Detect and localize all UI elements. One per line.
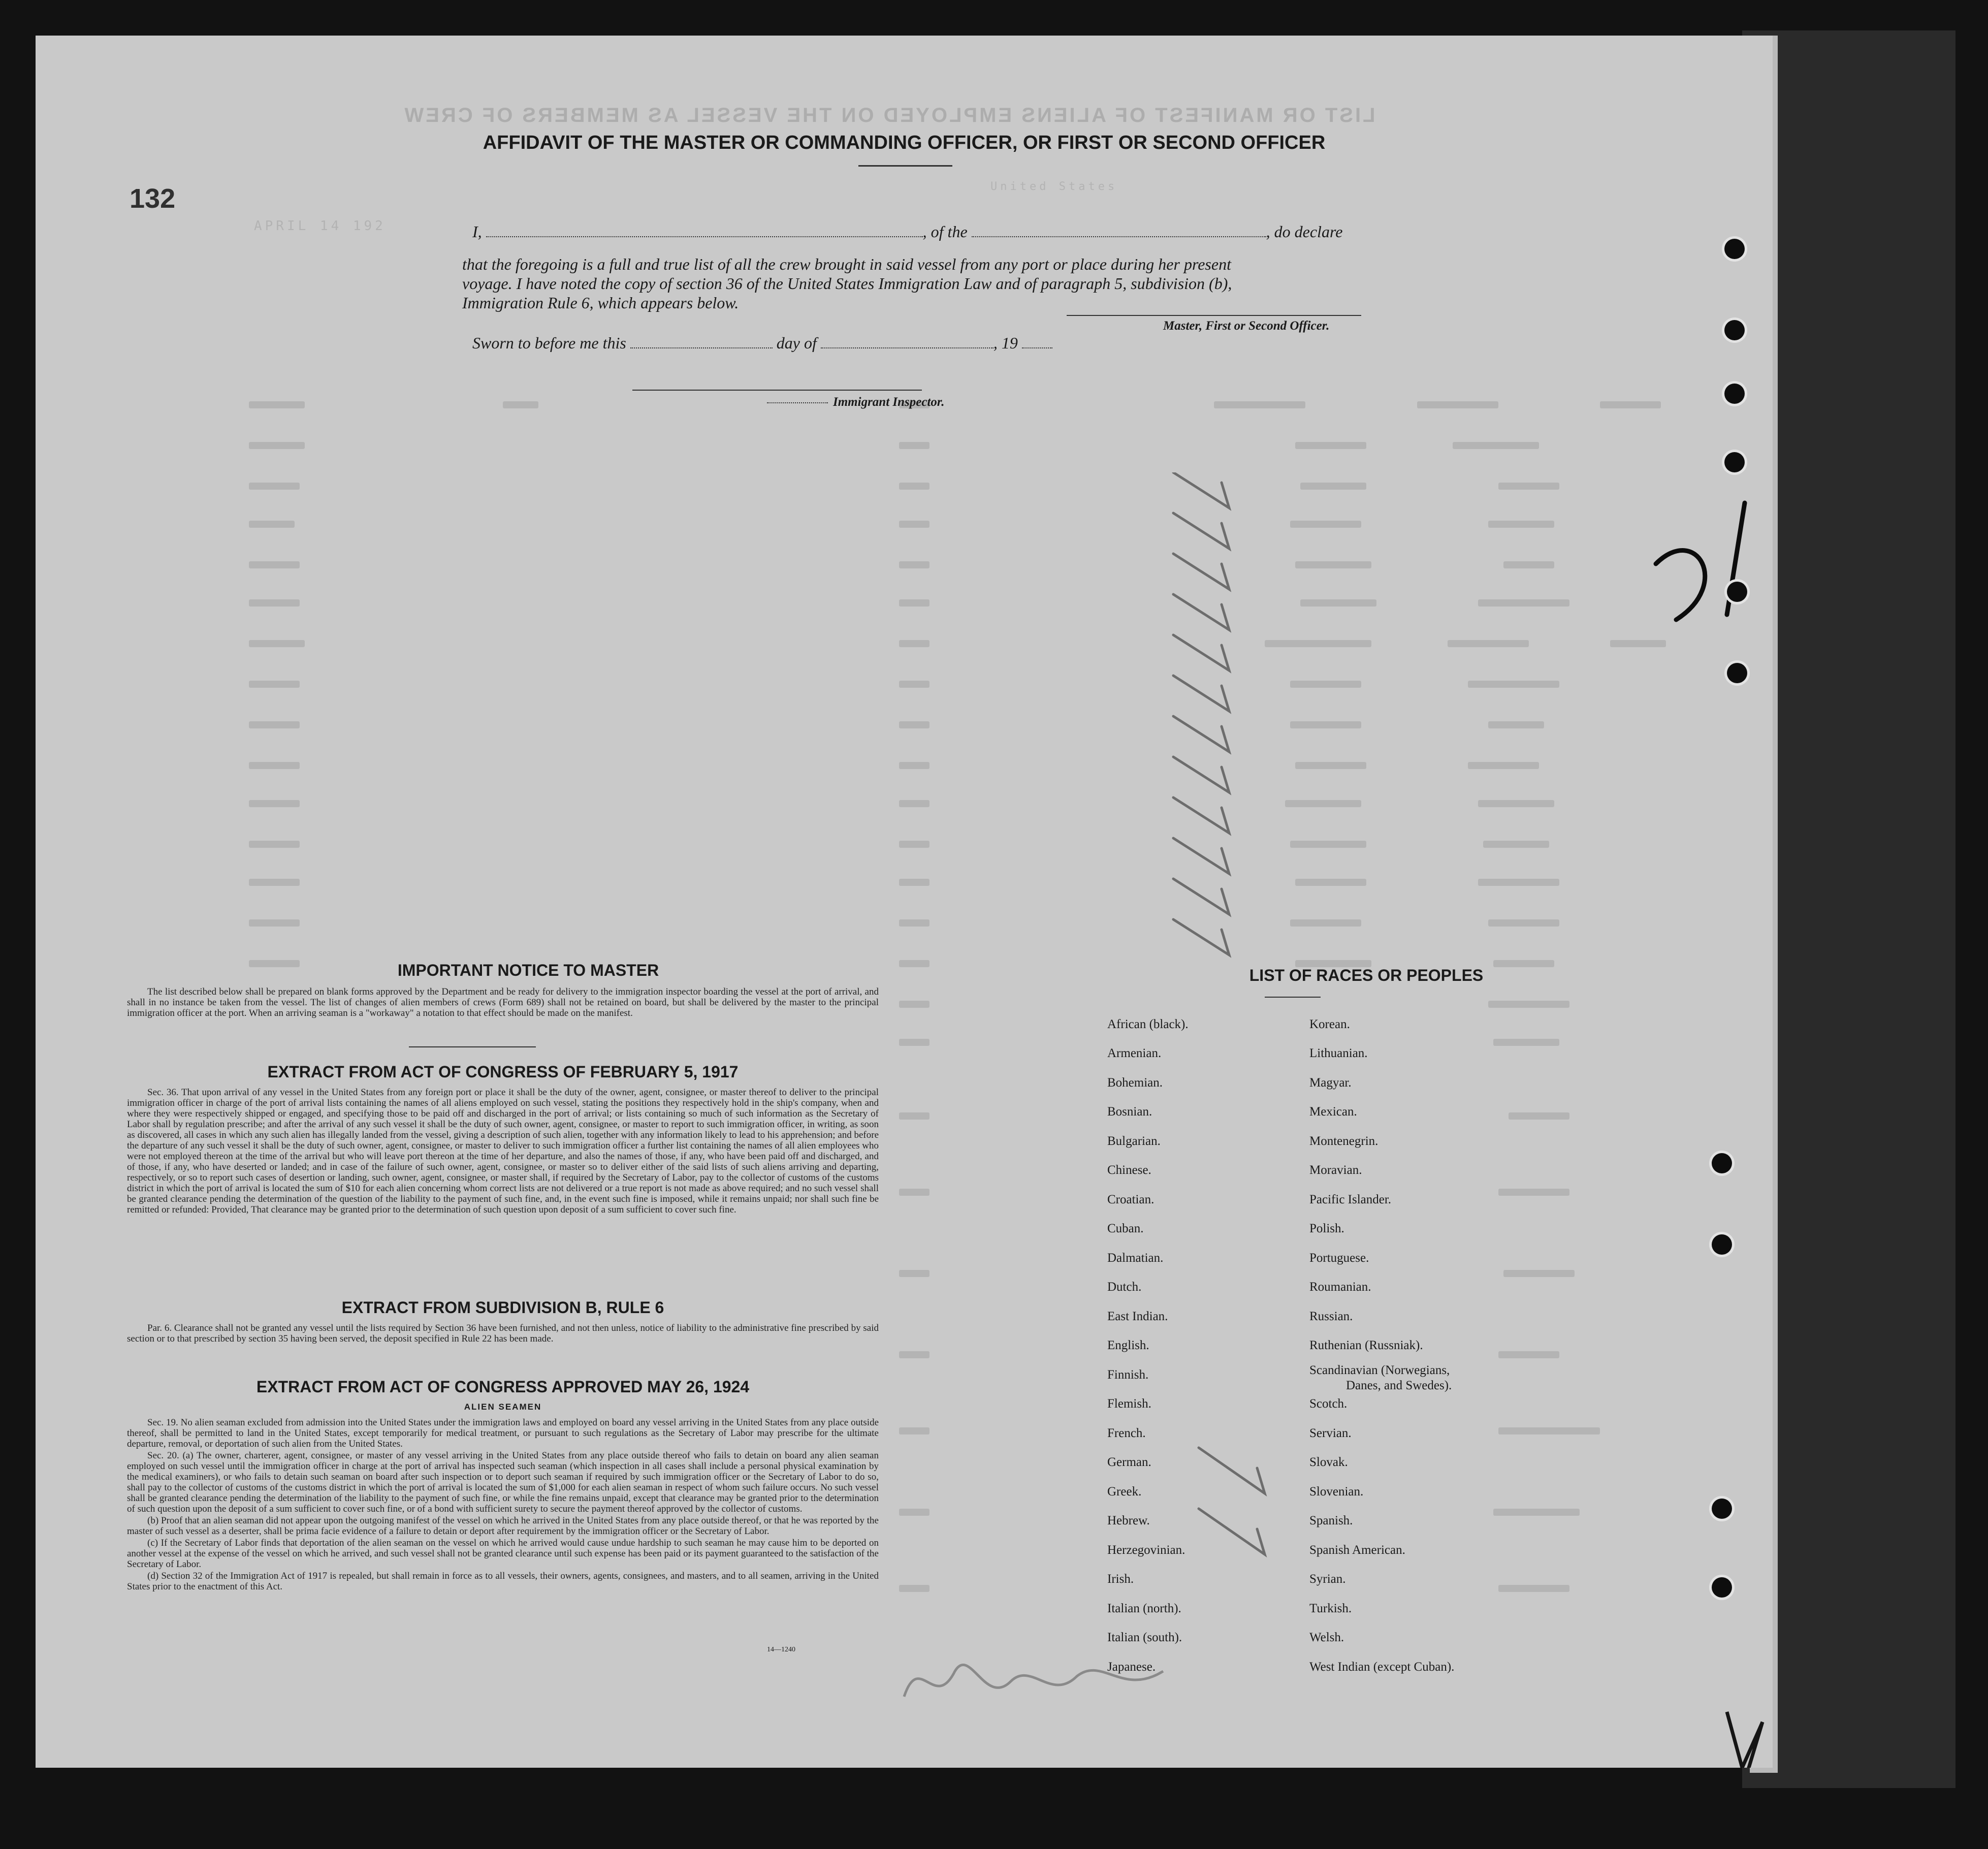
vessel-name-blank — [972, 236, 1266, 237]
extract-1917-text — [127, 1087, 879, 1216]
race-item: Dalmatian. — [1107, 1251, 1164, 1265]
pencil-corner-mark — [1717, 1707, 1773, 1768]
race-item: English. — [1107, 1338, 1149, 1352]
pencil-annotation — [1636, 493, 1757, 635]
race-item: Herzegovinian. — [1107, 1543, 1185, 1557]
affidavit-body-line1: that the foregoing is a full and true list of all the crew brought in said vessel from any port or place during her present — [462, 255, 1231, 273]
race-item: Italian (north). — [1107, 1602, 1181, 1615]
race-item: Roumanian. — [1309, 1280, 1371, 1294]
race-item: Slovenian. — [1309, 1485, 1364, 1499]
race-item: Servian. — [1309, 1426, 1352, 1440]
race-item: Armenian. — [1107, 1046, 1162, 1060]
race-item: Hebrew. — [1107, 1514, 1150, 1527]
form-number: 14—1240 — [767, 1646, 795, 1653]
races-title: LIST OF RACES OR PEOPLES — [1249, 966, 1484, 984]
inspector-caption: Immigrant Inspector. — [833, 395, 945, 409]
i-label: I, — [472, 222, 482, 241]
binding-hole — [1724, 384, 1745, 404]
bleed-through-date: APRIL 14 192 — [254, 218, 386, 234]
pencil-signature — [899, 1641, 1183, 1722]
race-item: Bohemian. — [1107, 1076, 1163, 1090]
race-item: Dutch. — [1107, 1280, 1142, 1294]
affidavit-title: AFFIDAVIT OF THE MASTER OR COMMANDING OFFICER, OR FIRST OR SECOND OFFICER — [483, 132, 1326, 153]
race-item: Irish. — [1107, 1572, 1134, 1586]
race-item: Welsh. — [1309, 1631, 1344, 1644]
year-label: , 19 — [993, 334, 1018, 352]
race-item: Spanish. — [1309, 1514, 1353, 1527]
notice-text — [127, 986, 879, 1019]
race-item: Moravian. — [1309, 1163, 1362, 1177]
race-item: Spanish American. — [1309, 1543, 1405, 1557]
race-item: Chinese. — [1107, 1163, 1151, 1177]
race-item: Russian. — [1309, 1310, 1353, 1323]
race-item: Greek. — [1107, 1485, 1142, 1499]
page-number: 132 — [130, 183, 176, 214]
inspector-line — [632, 390, 922, 391]
extract-rule6-text — [127, 1323, 879, 1345]
binding-hole — [1727, 663, 1747, 683]
binding-hole — [1727, 582, 1747, 602]
extract-1924-title: EXTRACT FROM ACT OF CONGRESS APPROVED MAY 26, 1924 — [256, 1378, 750, 1396]
race-item: Montenegrin. — [1309, 1134, 1378, 1148]
affidavit-body-line2: voyage. I have noted the copy of section 36 of the United States Immigration Law and of paragraph 5, subdivision (b), — [462, 274, 1232, 293]
sworn-label: Sworn to before me this — [472, 334, 626, 352]
race-item: African (black). — [1107, 1017, 1189, 1031]
officer-name-blank — [486, 236, 923, 237]
notice-title: IMPORTANT NOTICE TO MASTER — [397, 961, 659, 979]
race-item: Croatian. — [1107, 1193, 1155, 1206]
race-item: Ruthenian (Russniak). — [1309, 1338, 1423, 1352]
race-item: Portuguese. — [1309, 1251, 1369, 1265]
race-item: Bulgarian. — [1107, 1134, 1161, 1148]
race-item: Korean. — [1309, 1017, 1350, 1031]
signature-line — [1067, 315, 1361, 316]
extract-1924-text — [127, 1417, 879, 1593]
extract-1924-paragraph: Sec. 19. No alien seaman excluded from admission into the United States under the immigration laws and employed on board any vessel arriving in the United States from any place outside thereof, shall be permitted to land in the United States, except temporarily for medical treatment, or pursuant to such regulations as the Secretary of Labor may prescribe for the ultimate departure, removal, or deportation of such alien from the United States. — [127, 1417, 879, 1449]
sworn-month-blank — [821, 347, 993, 348]
extract-1917-title: EXTRACT FROM ACT OF CONGRESS OF FEBRUARY 5, 1917 — [267, 1063, 739, 1081]
race-item: Mexican. — [1309, 1105, 1357, 1119]
race-item: Bosnian. — [1107, 1105, 1152, 1119]
extract-1924-paragraph: (c) If the Secretary of Labor finds that deportation of the alien seaman on the vessel on which he arrived would cause undue hardship to such seaman he may cause him to be deported on another vessel at the expense of the vessel on which he arrived, and such vessel shall not be granted clearance until such expense has been paid or its payment guaranteed to the satisfaction of the Secretary of Labor. — [127, 1538, 879, 1570]
binding-hole — [1712, 1234, 1732, 1255]
of-the-label: , of the — [922, 222, 968, 241]
binding-hole — [1724, 452, 1745, 472]
race-item-continuation: Danes, and Swedes). — [1346, 1379, 1452, 1392]
race-item: Finnish. — [1107, 1368, 1149, 1382]
sworn-line — [472, 334, 1052, 353]
race-item: Lithuanian. — [1309, 1046, 1368, 1060]
race-item: Slovak. — [1309, 1455, 1348, 1469]
race-item: German. — [1107, 1455, 1151, 1469]
race-item: Polish. — [1309, 1222, 1344, 1235]
extract-rule6-title: EXTRACT FROM SUBDIVISION B, RULE 6 — [341, 1298, 664, 1317]
day-of-label: day of — [776, 334, 817, 352]
affidavit-body-line3: Immigration Rule 6, which appears below. — [462, 294, 739, 312]
affidavit-declaration-line — [472, 222, 1342, 241]
manifest-page — [36, 36, 1773, 1768]
races-divider — [1265, 997, 1321, 998]
race-item: French. — [1107, 1426, 1146, 1440]
inspector-dots — [767, 402, 828, 403]
race-item: West Indian (except Cuban). — [1309, 1660, 1455, 1674]
race-item: Italian (south). — [1107, 1631, 1182, 1644]
race-item: Turkish. — [1309, 1602, 1352, 1615]
bleed-through-title: LIST OR MANIFEST OF ALIENS EMPLOYED ON THE VESSEL AS MEMBERS OF CREW — [402, 104, 1375, 126]
race-item: Pacific Islander. — [1309, 1193, 1392, 1206]
sworn-year-blank — [1022, 347, 1052, 348]
bleed-through-vessel: United States — [990, 180, 1118, 193]
extract-rule6-paragraph: Par. 6. Clearance shall not be granted any vessel until the lists required by Section 36 have been furnished, and not then unless, notice of liability to the administrative fine prescribed by said section or to that prescribed by section 35 having been served, the deposit specified in Rule 22 has been made. — [127, 1323, 879, 1344]
race-item: Magyar. — [1309, 1076, 1352, 1090]
sworn-day-blank — [630, 347, 773, 348]
race-item: Scotch. — [1309, 1397, 1348, 1411]
race-item: Scandinavian (Norwegians, — [1309, 1363, 1450, 1377]
binding-hole — [1712, 1577, 1732, 1598]
extract-1917-paragraph: Sec. 36. That upon arrival of any vessel in the United States from any foreign port or place it shall be the duty of the owner, agent, consignee, or master thereof to deliver to the principal immigration officer in charge of the port of arrival lists containing the names of all aliens employed on such vessel, stating the positions they respectively hold in the ship's company, when and where they were respectively shipped or engaged, and specifying those to be paid off and discharged in the port of arrival; or lists containing so much of such information as the Secretary of Labor shall by regulation prescribe; and after the arrival of any such vessel it shall be the duty of such owner, agent, consignee, or master to report to such immigration officer, in writing, as soon as discovered, all cases in which any such alien has illegally landed from the vessel, giving a description of such alien, together with any information likely to lead to his apprehension; and before the departure of any such vessel it shall be the duty of such owner, agent, consignee, or master to deliver to such immigration officer a further list containing the names of all alien employees who were not employed thereon at the time of the arrival but who will leave port thereon at the time of her departure, and also the names of those, if any, who have been paid off and discharged, and of those, if any, who have deserted or landed; and in case of the failure of such owner, agent, consignee, or master so to deliver either of the said lists of such aliens arriving and departing, respectively, or so to report such cases of desertion or landing, such owner, agent, consignee, or master shall, if required by the Secretary of Labor, pay to the collector of customs of the customs district in which the port of arrival is located the sum of $10 for each alien concerning whom correct lists are not delivered or a true report is not made as above required; and no such vessel shall be granted clearance pending the determination of the question of the liability to the payment of such fine, and, in the event such fine is imposed, while it remains unpaid; nor shall such fine be remitted or refunded: Provided, That clearance may be granted prior to the determination of such question upon deposit of a sum sufficient to cover such fine. — [127, 1087, 879, 1215]
race-item: Japanese. — [1107, 1660, 1156, 1674]
binding-hole — [1712, 1499, 1732, 1519]
declare-label: , do declare — [1266, 222, 1343, 241]
race-item: Syrian. — [1309, 1572, 1346, 1586]
race-item: Flemish. — [1107, 1397, 1151, 1411]
signature-caption: Master, First or Second Officer. — [1163, 319, 1330, 333]
notice-paragraph: The list described below shall be prepared on blank forms approved by the Department and be ready for delivery to the immigration inspector boarding the vessel at the port of arrival, and shall in no instance be taken from the vessel. The list of changes of alien members of crews (Form 689) shall not be retained on board, but shall be delivered by the master to the principal immigration officer at the port. When an arriving seaman is a "workaway" a notation to that effect should be made on the manifest. — [127, 986, 879, 1018]
extract-1924-subtitle: ALIEN SEAMEN — [464, 1402, 542, 1412]
binding-hole — [1712, 1153, 1732, 1173]
extract-1924-paragraph: (b) Proof that an alien seaman did not appear upon the outgoing manifest of the vessel on which he arrived in the United States from any place outside thereof, or that he was reported by the master of such vessel as a deserter, shall be prima facie evidence of a failure to detain or deport after requirement by the immigration officer or the Secretary of Labor. — [127, 1515, 879, 1537]
race-item: East Indian. — [1107, 1310, 1168, 1323]
extract-1924-paragraph: Sec. 20. (a) The owner, charterer, agent, consignee, or master of any vessel arriving in the United States from any place outside thereof who fails to detain on board any alien seaman employed on such vessel until the immigration officer in charge at the port of arrival has inspected such seaman (which inspection in all cases shall include a personal physical examination by the medical examiners), or who fails to detain such seaman on board after such inspection or to deport such seaman if required by such immigration officer or the Secretary of Labor to do so, shall pay to the collector of customs of the customs district in which the port of arrival is located the sum of $1,000 for each alien seaman in respect of whom such failure occurs. No such vessel shall be granted clearance pending the determination of the liability to the payment of such fine, or while the fine remains unpaid, except that clearance may be granted prior to the determination of such question upon the deposit of a sum sufficient to cover such fine, or of a bond with sufficient surety to secure the payment thereof approved by the collector of customs. — [127, 1450, 879, 1514]
title-rule — [858, 165, 952, 167]
race-item: Cuban. — [1107, 1222, 1144, 1235]
section-divider — [409, 1046, 536, 1047]
binding-hole — [1724, 320, 1745, 340]
binding-hole — [1724, 239, 1745, 259]
extract-1924-paragraph: (d) Section 32 of the Immigration Act of 1917 is repealed, but shall remain in force as to all vessels, their owners, agents, consignees, and masters, and to all seamen, arriving in the United States prior to the enactment of this Act. — [127, 1571, 879, 1592]
